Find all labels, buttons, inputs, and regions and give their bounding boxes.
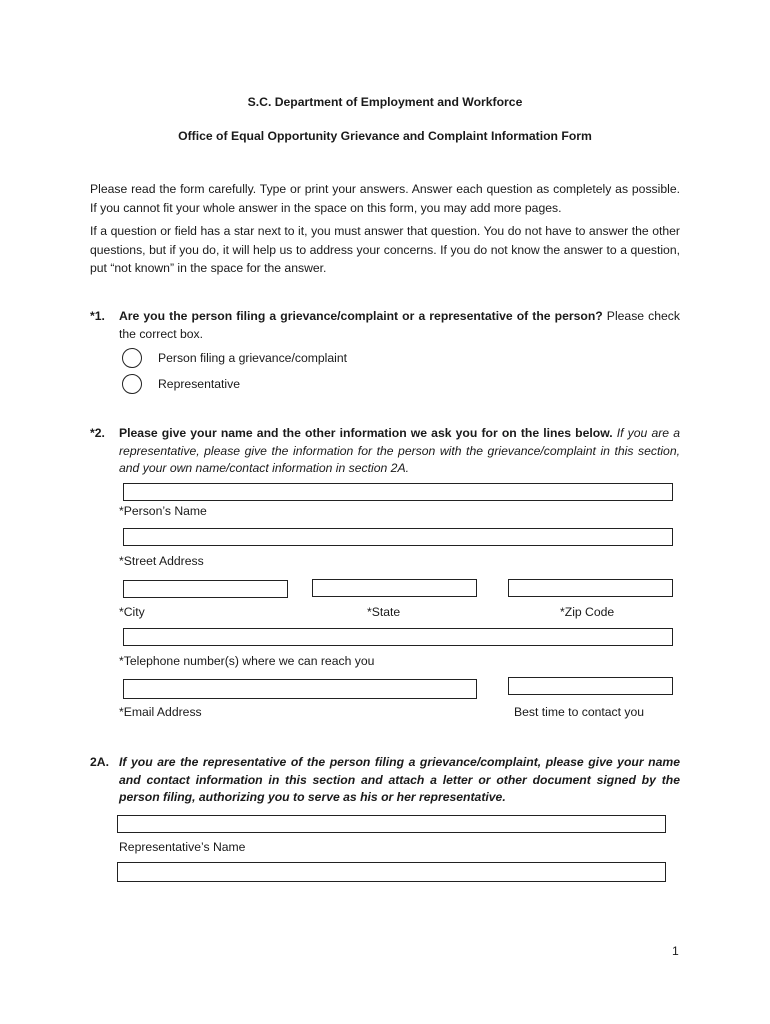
question-2a-number: 2A.: [90, 755, 109, 769]
question-1-number: *1.: [90, 309, 105, 323]
zip-code-field[interactable]: [508, 579, 673, 597]
person-name-field[interactable]: [123, 483, 673, 501]
question-1: [90, 308, 680, 343]
email-field[interactable]: [123, 679, 477, 699]
state-label: *State: [367, 605, 401, 619]
radio-representative-label: Representative: [158, 377, 240, 391]
question-2-bold-text: Please give your name and the other information we ask you for on the lines below.: [119, 426, 613, 440]
email-label: *Email Address: [119, 705, 202, 719]
question-2a: [90, 754, 680, 807]
question-2a-text: If you are the representative of the person filing a grievance/complaint, please give your name and contact information in this section and attach a letter or other document signed by the person filing, authorizing you to serve as his or her representative.: [119, 755, 680, 804]
form-title: Office of Equal Opportunity Grievance and Complaint Information Form: [178, 129, 592, 143]
state-field[interactable]: [312, 579, 477, 597]
radio-person-filing-label: Person filing a grievance/complaint: [158, 351, 348, 365]
radio-representative[interactable]: [122, 374, 142, 394]
city-field[interactable]: [123, 580, 288, 598]
department-title: S.C. Department of Employment and Workforce: [247, 95, 523, 109]
best-time-field[interactable]: [508, 677, 673, 695]
representative-name-label: Representative’s Name: [119, 840, 246, 854]
city-label: *City: [119, 605, 145, 619]
person-name-label: *Person’s Name: [119, 504, 207, 518]
telephone-field[interactable]: [123, 628, 673, 646]
question-2-number: *2.: [90, 426, 105, 440]
intro-paragraph-1: Please read the form carefully. Type or print your answers. Answer each question as completely as possible. If you cannot fit your whole answer in the space on this form, you may add more pages.: [90, 182, 680, 215]
question-1-bold-text: Are you the person filing a grievance/complaint or a representative of the person?: [119, 309, 603, 323]
representative-contact-field[interactable]: [117, 862, 666, 882]
page-number: 1: [672, 944, 679, 958]
intro-paragraph-2: If a question or field has a star next to it, you must answer that question. You do not have to answer the other questions, but if you do, it will help us to address your concerns. If you do not know the answer to a question, put “not known” in the space for the answer.: [90, 224, 680, 275]
street-address-label: *Street Address: [119, 554, 204, 568]
street-address-field[interactable]: [123, 528, 673, 546]
question-1-instruction: Please check the correct box.: [119, 309, 680, 341]
telephone-label: *Telephone number(s) where we can reach you: [119, 654, 375, 668]
radio-person-filing[interactable]: [122, 348, 142, 368]
question-2: [90, 425, 680, 478]
representative-name-field[interactable]: [117, 815, 666, 833]
question-2-italic-text: If you are a representative, please give the information for the person with the grievance/complaint in this section, and your own name/contact information in section 2A.: [119, 426, 680, 475]
best-time-label: Best time to contact you: [514, 705, 645, 719]
zip-code-label: *Zip Code: [560, 605, 615, 619]
